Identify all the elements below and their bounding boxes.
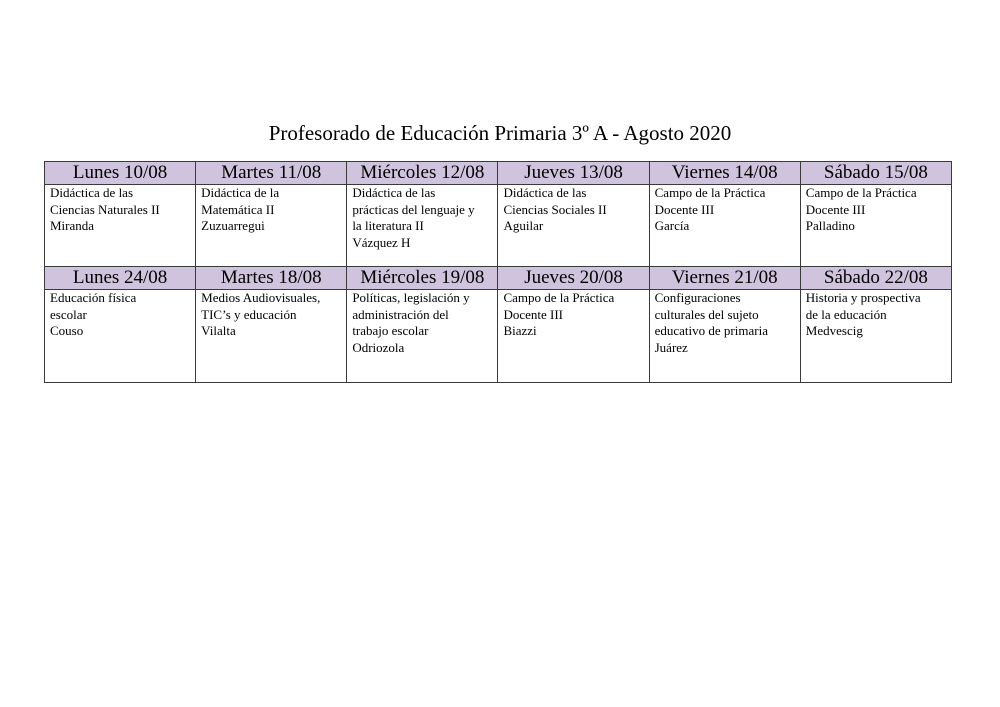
day-header: Viernes 14/08 — [649, 162, 800, 185]
page-title: Profesorado de Educación Primaria 3º A - Agosto 2020 — [268, 121, 732, 145]
day-header-row — [45, 267, 952, 290]
day-header: Sábado 22/08 — [800, 267, 951, 290]
teacher-name: García — [654, 218, 690, 233]
subject-name-line: Configuraciones — [654, 290, 741, 305]
day-header: Martes 11/08 — [196, 162, 347, 185]
subject-name-line: Docente III — [805, 201, 866, 217]
subject-name-line: trabajo escolar — [352, 323, 429, 338]
subject-name-line: Matemática II — [201, 201, 275, 217]
subject-name-line: Campo de la Práctica — [805, 185, 917, 200]
teacher-name: Odriozola — [352, 339, 405, 355]
day-header: Viernes 21/08 — [649, 267, 800, 290]
teacher-name: Zuzuarregui — [201, 218, 265, 233]
subject-cell — [196, 290, 347, 383]
subject-name-line: Didáctica de las — [352, 185, 436, 200]
subject-name-line: administración del — [352, 306, 449, 322]
subject-name-line: Ciencias Naturales II — [50, 201, 160, 217]
subject-name-line: Políticas, legislación y — [352, 290, 470, 305]
day-header-row — [45, 162, 952, 185]
teacher-name: Aguilar — [503, 218, 544, 233]
subject-name-line: escolar — [50, 306, 87, 322]
teacher-name: Biazzi — [503, 323, 537, 338]
teacher-name: Medvescig — [805, 323, 863, 338]
day-header: Sábado 15/08 — [800, 162, 951, 185]
day-header: Martes 18/08 — [196, 267, 347, 290]
subject-cell — [649, 185, 800, 267]
subject-cell — [45, 290, 196, 383]
subject-name-line: Didáctica de la — [201, 185, 280, 200]
day-header: Miércoles 19/08 — [347, 267, 498, 290]
subject-cell — [347, 290, 498, 383]
subject-cell — [196, 185, 347, 267]
subject-cell — [649, 290, 800, 383]
teacher-name: Vilalta — [201, 323, 236, 338]
subject-cell — [800, 290, 951, 383]
subject-name-line: Educación física — [50, 290, 137, 305]
subject-name-line: TIC’s y educación — [201, 306, 297, 322]
subject-name-line: Historia y prospectiva — [805, 290, 921, 305]
schedule-table-week-1 — [44, 161, 952, 267]
subject-row — [45, 185, 952, 267]
subject-name-line: culturales del sujeto — [654, 306, 759, 322]
day-header: Lunes 24/08 — [45, 267, 196, 290]
subject-name-line: la literatura II — [352, 218, 424, 233]
subject-cell — [800, 185, 951, 267]
teacher-name: Miranda — [50, 218, 95, 233]
subject-name-line: Docente III — [503, 306, 564, 322]
subject-name-line: educativo de primaria — [654, 323, 768, 338]
subject-name-line: Didáctica de las — [50, 185, 134, 200]
day-header: Jueves 20/08 — [498, 267, 649, 290]
subject-cell — [45, 185, 196, 267]
day-header: Jueves 13/08 — [498, 162, 649, 185]
subject-name-line: Didáctica de las — [503, 185, 587, 200]
subject-name-line: prácticas del lenguaje y — [352, 201, 475, 217]
teacher-name: Couso — [50, 323, 84, 338]
subject-name-line: Docente III — [654, 201, 715, 217]
subject-name-line: Medios Audiovisuales, — [201, 290, 321, 305]
subject-cell — [498, 290, 649, 383]
day-header: Lunes 10/08 — [45, 162, 196, 185]
subject-name-line: Ciencias Sociales II — [503, 201, 607, 217]
subject-name-line: Campo de la Práctica — [654, 185, 766, 200]
teacher-name: Vázquez H — [352, 234, 411, 250]
teacher-name: Palladino — [805, 218, 855, 233]
schedule-table-week-2 — [44, 266, 952, 383]
subject-cell — [347, 185, 498, 267]
subject-cell — [498, 185, 649, 267]
day-header: Miércoles 12/08 — [347, 162, 498, 185]
teacher-name: Juárez — [654, 339, 688, 355]
subject-name-line: Campo de la Práctica — [503, 290, 615, 305]
subject-row — [45, 290, 952, 383]
subject-name-line: de la educación — [805, 306, 887, 322]
